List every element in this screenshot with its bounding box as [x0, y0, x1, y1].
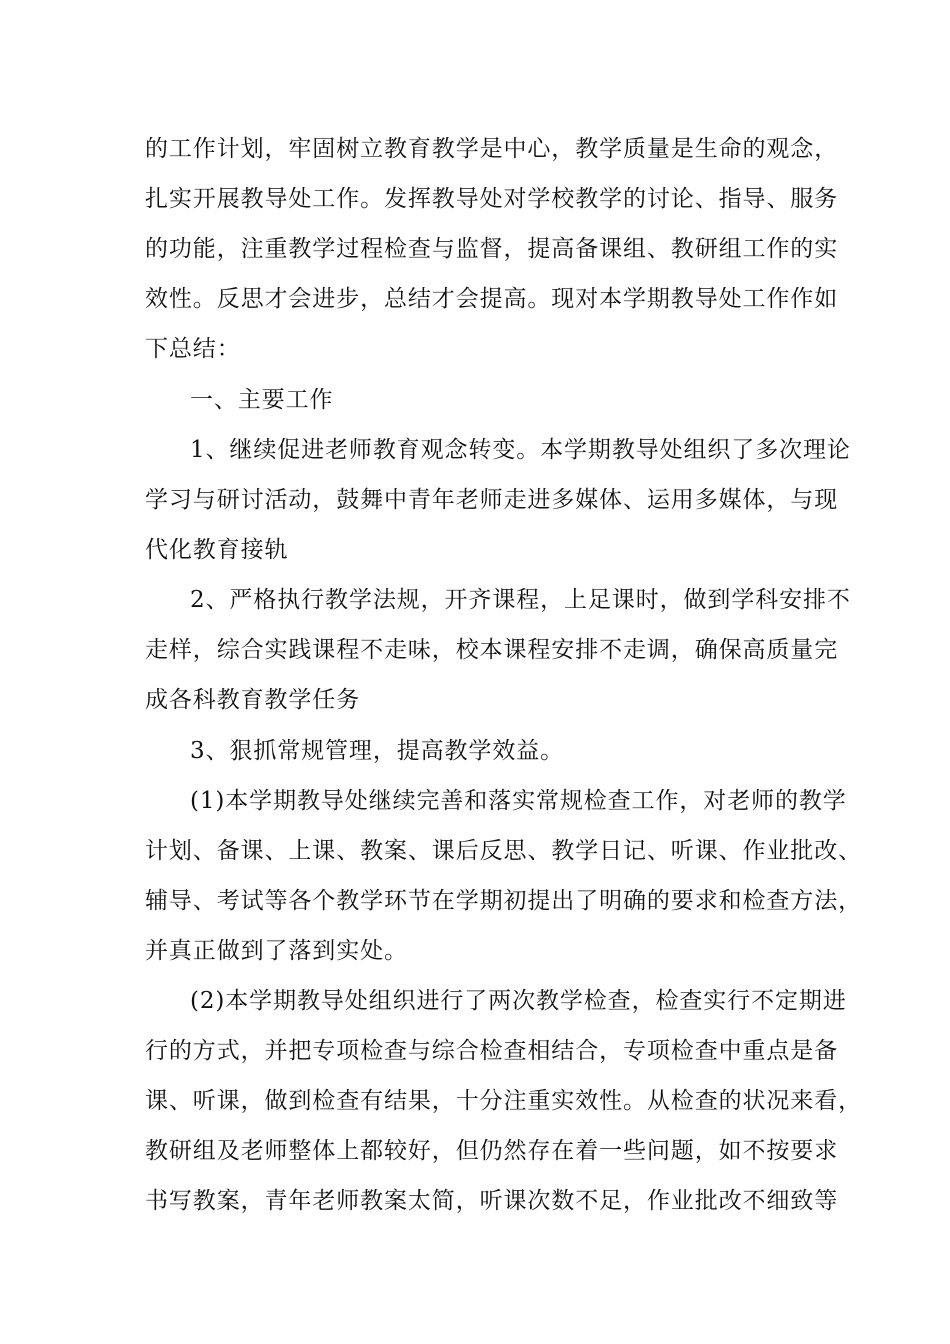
- text-line: 成各科教育教学任务: [145, 687, 361, 713]
- text-line: 的功能，注重教学过程检查与监督，提高备课组、教研组工作的实: [145, 236, 839, 262]
- text-line: 扎实开展教导处工作。发挥教导处对学校教学的讨论、指导、服务: [145, 186, 839, 212]
- text-line: 下总结：: [145, 336, 241, 362]
- text-line: 代化教育接轨: [145, 537, 289, 563]
- text-line: (2)本学期教导处组织进行了两次教学检查，检查实行不定期进: [190, 988, 847, 1014]
- text-line: 书写教案，青年老师教案太简，听课次数不足，作业批改不细致等: [145, 1188, 839, 1214]
- text-line: 辅导、考试等各个教学环节在学期初提出了明确的要求和检查方法，: [145, 888, 862, 914]
- text-line: 走样，综合实践课程不走味，校本课程安排不走调，确保高质量完: [145, 637, 839, 663]
- text-line: 效性。反思才会进步，总结才会提高。现对本学期教导处工作作如: [145, 286, 839, 312]
- text-line: 计划、备课、上课、教案、课后反思、教学日记、听课、作业批改、: [145, 838, 862, 864]
- text-line: 的工作计划，牢固树立教育教学是中心，教学质量是生命的观念，: [145, 136, 839, 162]
- section-heading: 一、主要工作: [190, 387, 334, 413]
- text-line: 3、狠抓常规管理，提高教学效益。: [190, 738, 565, 764]
- text-line: 教研组及老师整体上都较好，但仍然存在着一些问题，如不按要求: [145, 1138, 839, 1164]
- text-line: 课、听课，做到检查有结果，十分注重实效性。从检查的状况来看，: [145, 1088, 862, 1114]
- text-line: 并真正做到了落到实处。: [145, 938, 408, 964]
- text-line: (1)本学期教导处继续完善和落实常规检查工作，对老师的教学: [190, 788, 847, 814]
- text-line: 行的方式，并把专项检查与综合检查相结合，专项检查中重点是备: [145, 1038, 839, 1064]
- text-line: 2、严格执行教学法规，开齐课程，上足课时，做到学科安排不: [190, 587, 851, 613]
- text-line: 学习与研讨活动，鼓舞中青年老师走进多媒体、运用多媒体，与现: [145, 487, 839, 513]
- text-line: 1、继续促进老师教育观念转变。本学期教导处组织了多次理论: [190, 437, 851, 463]
